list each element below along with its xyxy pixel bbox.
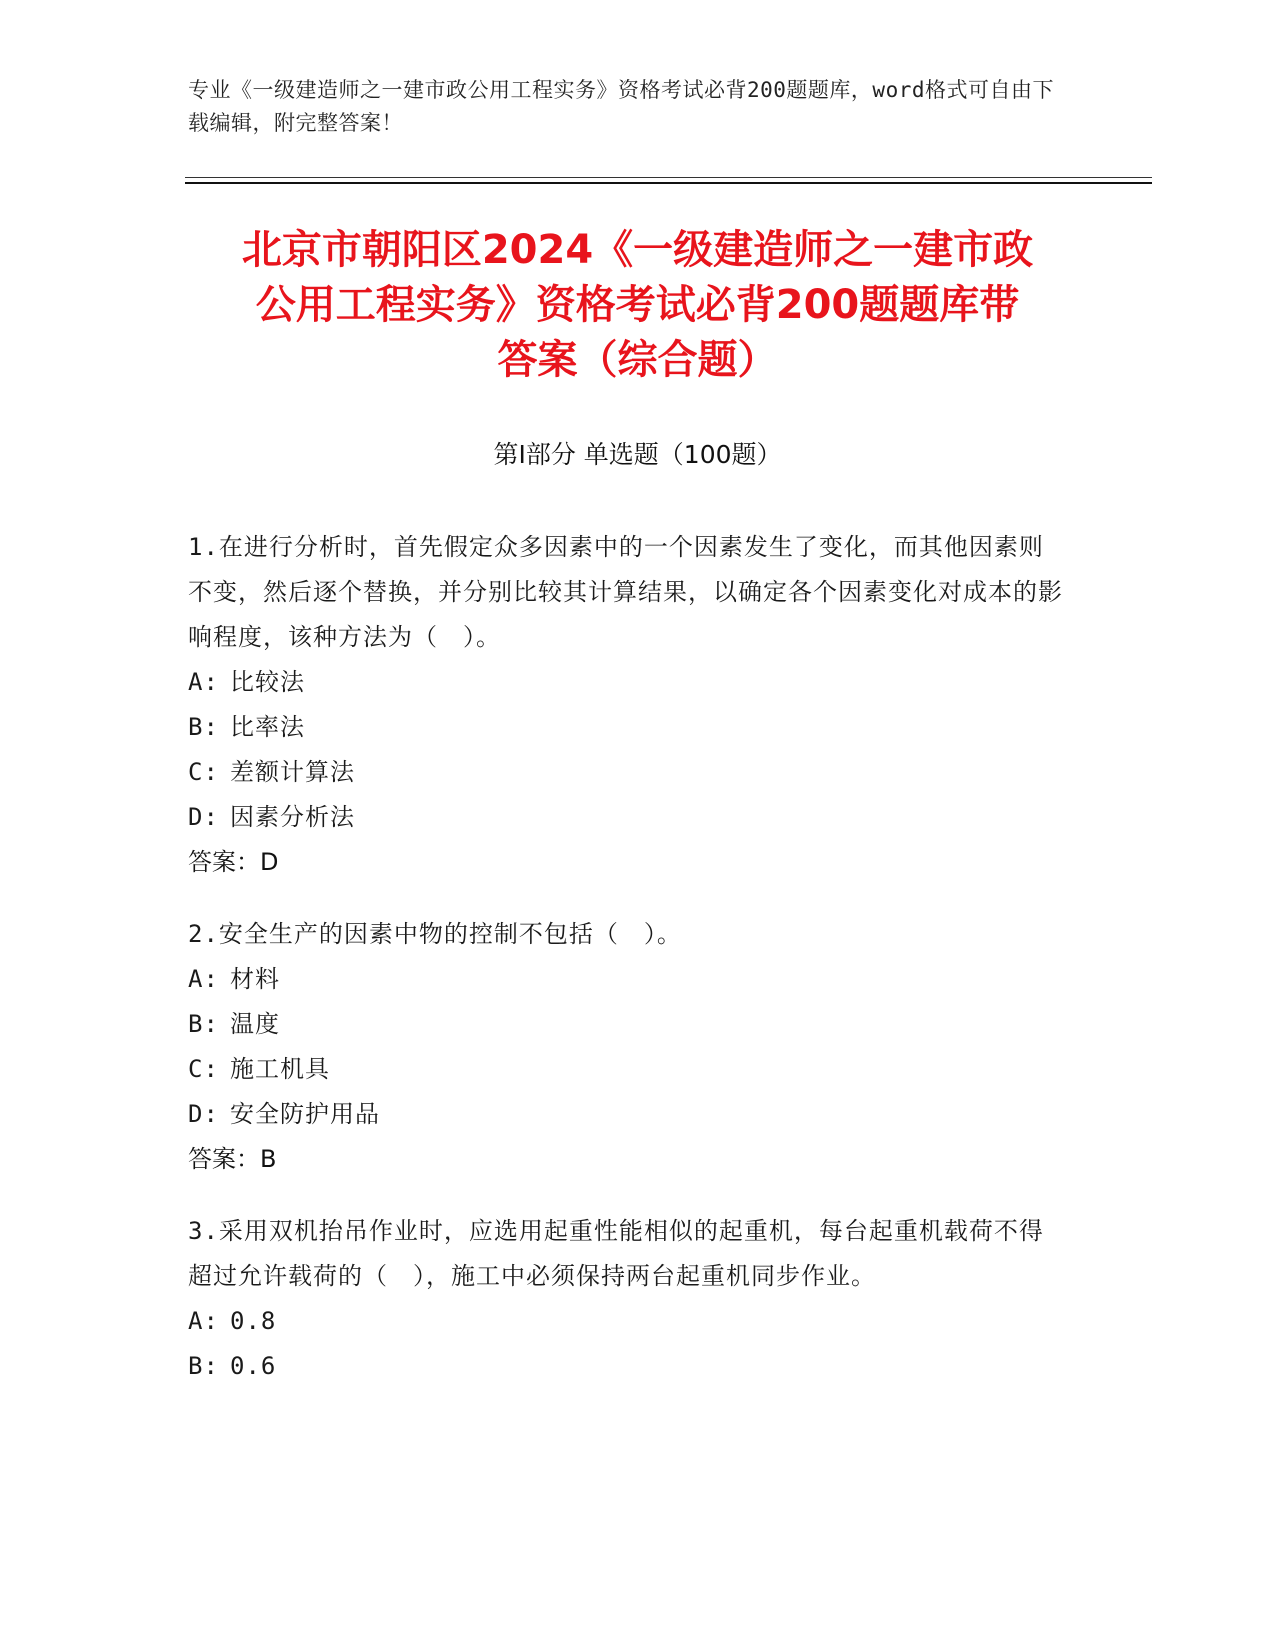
section-heading: 第I部分 单选题（100题） bbox=[493, 440, 782, 469]
option-text: 0.6 bbox=[230, 1352, 277, 1380]
option-text: 0.8 bbox=[230, 1307, 277, 1335]
option-key: A: bbox=[188, 1307, 219, 1335]
option-key: B: bbox=[188, 713, 219, 741]
header-divider-thick bbox=[185, 182, 1152, 184]
answer-line: 答案：D bbox=[188, 848, 279, 876]
option-key: D: bbox=[188, 1100, 219, 1128]
option-key: B: bbox=[188, 1010, 219, 1038]
option-key: A: bbox=[188, 668, 219, 696]
option-c bbox=[188, 750, 1068, 795]
option-text: 温度 bbox=[230, 1010, 280, 1038]
option-a bbox=[188, 660, 1068, 705]
question-item bbox=[188, 525, 1068, 885]
option-c bbox=[188, 1047, 1068, 1092]
option-key: C: bbox=[188, 1055, 219, 1083]
option-text: 比率法 bbox=[230, 713, 305, 741]
option-b bbox=[188, 1002, 1068, 1047]
header-note: 专业《一级建造师之一建市政公用工程实务》资格考试必背200题题库，word格式可自由下载编辑，附完整答案！ bbox=[188, 78, 1054, 135]
question-stem: 1.在进行分析时，首先假定众多因素中的一个因素发生了变化，而其他因素则不变，然后逐个替换，并分别比较其计算结果，以确定各个因素变化对成本的影响程度，该种方法为（ ）。 bbox=[188, 533, 1063, 651]
option-d bbox=[188, 1092, 1068, 1137]
title-line: 答案（综合题） bbox=[497, 337, 778, 383]
option-text: 比较法 bbox=[230, 668, 305, 696]
option-a bbox=[188, 957, 1068, 1002]
option-d bbox=[188, 795, 1068, 840]
title-line: 公用工程实务》资格考试必背200题题库带 bbox=[255, 282, 1020, 328]
question-item bbox=[188, 912, 1068, 1182]
option-b bbox=[188, 705, 1068, 750]
option-text: 安全防护用品 bbox=[230, 1100, 380, 1128]
title-line: 北京市朝阳区2024《一级建造师之一建市政 bbox=[241, 227, 1034, 273]
option-b bbox=[188, 1344, 1068, 1389]
option-text: 施工机具 bbox=[230, 1055, 330, 1083]
option-text: 差额计算法 bbox=[230, 758, 355, 786]
option-text: 因素分析法 bbox=[230, 803, 355, 831]
answer-line: 答案：B bbox=[188, 1145, 277, 1173]
option-key: A: bbox=[188, 965, 219, 993]
document-title bbox=[160, 223, 1115, 388]
option-key: C: bbox=[188, 758, 219, 786]
header-divider-thin bbox=[185, 177, 1152, 178]
option-text: 材料 bbox=[230, 965, 280, 993]
question-list bbox=[188, 525, 1068, 1416]
question-stem: 3.采用双机抬吊作业时，应选用起重性能相似的起重机，每台起重机载荷不得超过允许载荷的（ ），施工中必须保持两台起重机同步作业。 bbox=[188, 1217, 1044, 1290]
option-key: D: bbox=[188, 803, 219, 831]
question-item bbox=[188, 1209, 1068, 1389]
option-a bbox=[188, 1299, 1068, 1344]
option-key: B: bbox=[188, 1352, 219, 1380]
question-stem: 2.安全生产的因素中物的控制不包括（ ）。 bbox=[188, 920, 682, 948]
